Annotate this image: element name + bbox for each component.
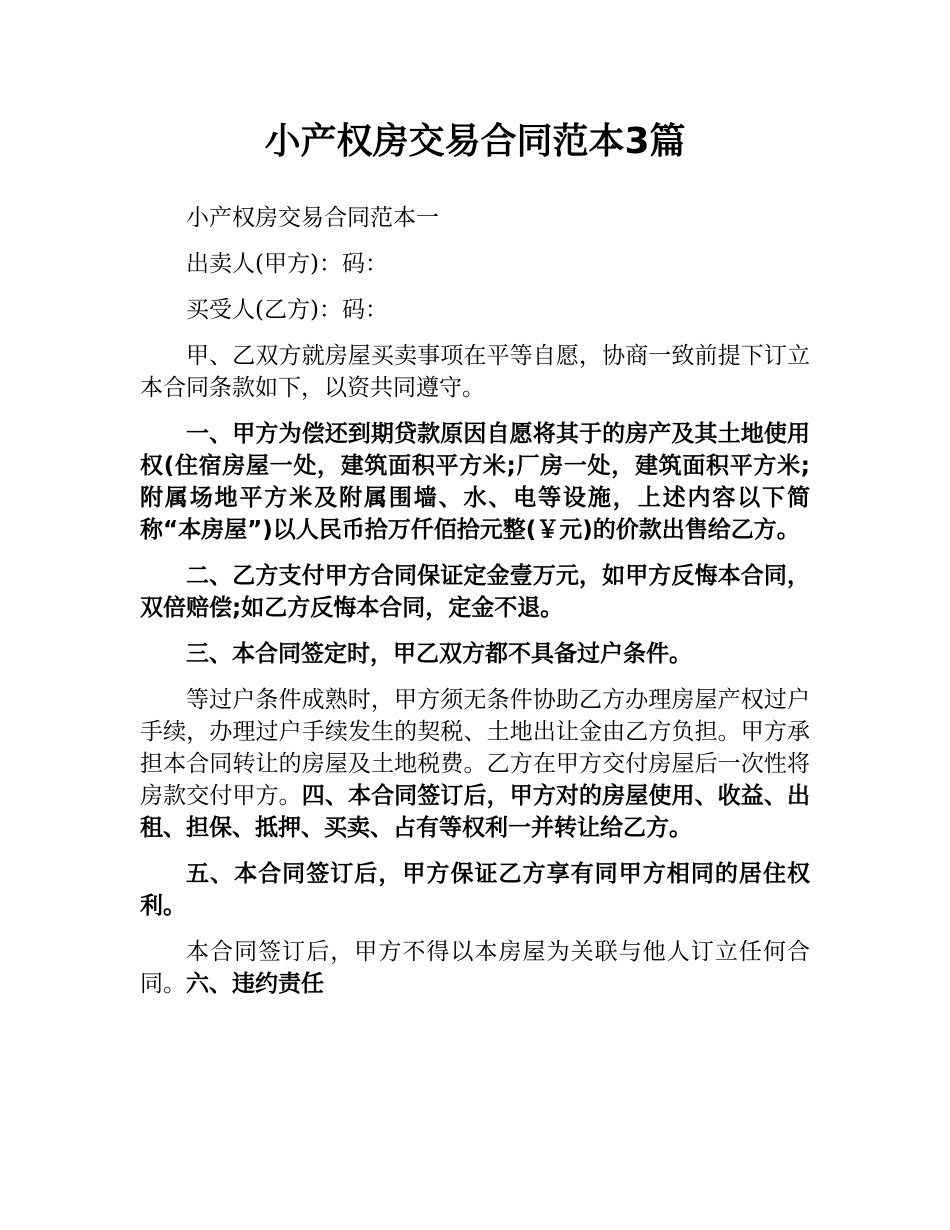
sample-heading: 小产权房交易合同范本一 (186, 205, 439, 231)
clause-six-heading: 六、违约责任 (186, 971, 324, 997)
preamble-paragraph: 甲、乙双方就房屋买卖事项在平等自愿，协商一致前提下订立本合同条款如下，以资共同遵守。 (140, 343, 810, 401)
clause-five: 五、本合同签订后，甲方保证乙方享有同甲方相同的居住权利。 (140, 861, 810, 919)
clause-three: 三、本合同签定时，甲乙双方都不具备过户条件。 (186, 641, 692, 667)
document-title: 小产权房交易合同范本3篇 (264, 121, 686, 162)
final-paragraph (140, 936, 810, 1000)
final-text: 本合同签订后，甲方不得以本房屋为关联与他人订立任何合同。 (140, 939, 810, 997)
transfer-paragraph (140, 684, 810, 844)
clause-one: 一、甲方为偿还到期贷款原因自愿将其于的房产及其土地使用权(住宿房屋一处，建筑面积平方米;厂房一处，建筑面积平方米;附属场地平方米及附属围墙、水、电等设施，上述内容以下简称“本房屋”)以人民币拾万仟佰拾元整(￥元)的价款出售给乙方。 (140, 421, 810, 543)
clause-four: 四、本合同签订后，甲方对的房屋使用、收益、出租、担保、抵押、买卖、占有等权利一并转让给乙方。 (140, 783, 811, 841)
clause-two: 二、乙方支付甲方合同保证定金壹万元，如甲方反悔本合同，双倍赔偿;如乙方反悔本合同，定金不退。 (140, 563, 810, 621)
buyer-line: 买受人(乙方)：码： (186, 297, 388, 323)
seller-line: 出卖人(甲方)：码： (186, 251, 388, 277)
transfer-text: 等过户条件成熟时，甲方须无条件协助乙方办理房屋产权过户手续，办理过户手续发生的契税、土地出让金由乙方负担。甲方承担本合同转让的房屋及土地税费。乙方在甲方交付房屋后一次性将房款交付甲方。 (140, 687, 810, 809)
